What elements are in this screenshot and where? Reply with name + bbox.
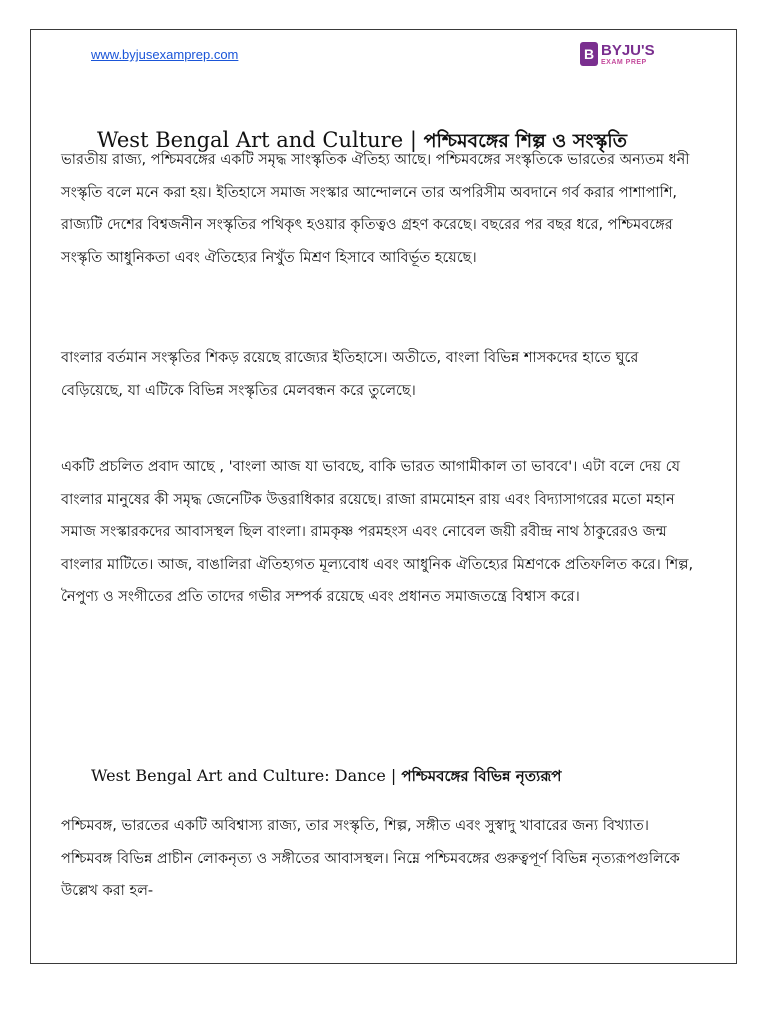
- proverb-paragraph: একটি প্রচলিত প্রবাদ আছে , 'বাংলা আজ যা ভাবছে, বাকি ভারত আগামীকাল তা ভাববে'। এটা বলে দেয় যে বাংলার মানুষের কী সমৃদ্ধ জেনেটিক উত্তরাধিকার রয়েছে। রাজা রামমোহন রায় এবং বিদ্যাসাগরের মতো মহান সমাজ সংস্কারকদের আবাসস্থল ছিল বাংলা। রামকৃষ্ণ পরমহংস এবং নোবেল জয়ী রবীন্দ্র নাথ ঠাকুরেরও জন্ম বাংলার মাটিতে। আজ, বাঙালিরা ঐতিহ্যগত মূল্যবোধ এবং আধুনিক ঐতিহ্যের মিশ্রণকে প্রতিফলিত করে। শিল্প, নৈপুণ্য ও সংগীতের প্রতি তাদের গভীর সম্পর্ক রয়েছে এবং প্রধানত সমাজতন্ত্রে বিশ্বাস করে।: [61, 459, 694, 605]
- logo-mark-icon: B: [580, 42, 598, 66]
- dance-heading-english: West Bengal Art and Culture: Dance |: [91, 766, 397, 785]
- page-title-english: West Bengal Art and Culture |: [97, 128, 417, 152]
- logo-subtitle: EXAM PREP: [601, 58, 647, 66]
- dance-heading-bengali: পশ্চিমবঙ্গের বিভিন্ন নৃত্যরূপ: [401, 767, 562, 785]
- intro-paragraph: ভারতীয় রাজ্য, পশ্চিমবঙ্গের একটি সমৃদ্ধ সাংস্কৃতিক ঐতিহ্য আছে। পশ্চিমবঙ্গের সংস্কৃতিকে ভারতের অন্যতম ধনী সংস্কৃতি বলে মনে করা হয়। ইতিহাসে সমাজ সংস্কার আন্দোলনে তার অপরিসীম অবদানে গর্ব করার পাশাপাশি, রাজ্যটি দেশের বিশ্বজনীন সংস্কৃতির পথিকৃৎ হওয়ার কৃতিত্বও গ্রহণ করেছে। বছরের পর বছর ধরে, পশ্চিমবঙ্গের সংস্কৃতি আধুনিকতা এবং ঐতিহ্যের নিখুঁত মিশ্রণ হিসাবে আবির্ভূত হয়েছে।: [61, 152, 690, 266]
- dance-section-heading: [91, 765, 561, 790]
- dance-paragraph: পশ্চিমবঙ্গ, ভারতের একটি অবিশ্বাস্য রাজ্য, তার সংস্কৃতি, শিল্প, সঙ্গীত এবং সুস্বাদু খাবারের জন্য বিখ্যাত। পশ্চিমবঙ্গ বিভিন্ন প্রাচীন লোকনৃত্য ও সঙ্গীতের আবাসস্থল। নিম্নে পশ্চিমবঙ্গের গুরুত্বপূর্ণ বিভিন্ন নৃত্যরূপগুলিকে উল্লেখ করা হল-: [61, 818, 680, 899]
- page-title-bengali: পশ্চিমবঙ্গের শিল্প ও সংস্কৃতি: [423, 130, 627, 152]
- history-paragraph: বাংলার বর্তমান সংস্কৃতির শিকড় রয়েছে রাজ্যের ইতিহাসে। অতীতে, বাংলা বিভিন্ন শাসকদের হাতে ঘুরে বেড়িয়েছে, যা এটিকে বিভিন্ন সংস্কৃতির মেলবন্ধন করে তুলেছে।: [61, 350, 639, 399]
- website-link[interactable]: www.byjusexamprep.com: [91, 47, 239, 62]
- logo-name: BYJU'S: [601, 41, 655, 59]
- byjus-exam-prep-logo: [580, 42, 655, 66]
